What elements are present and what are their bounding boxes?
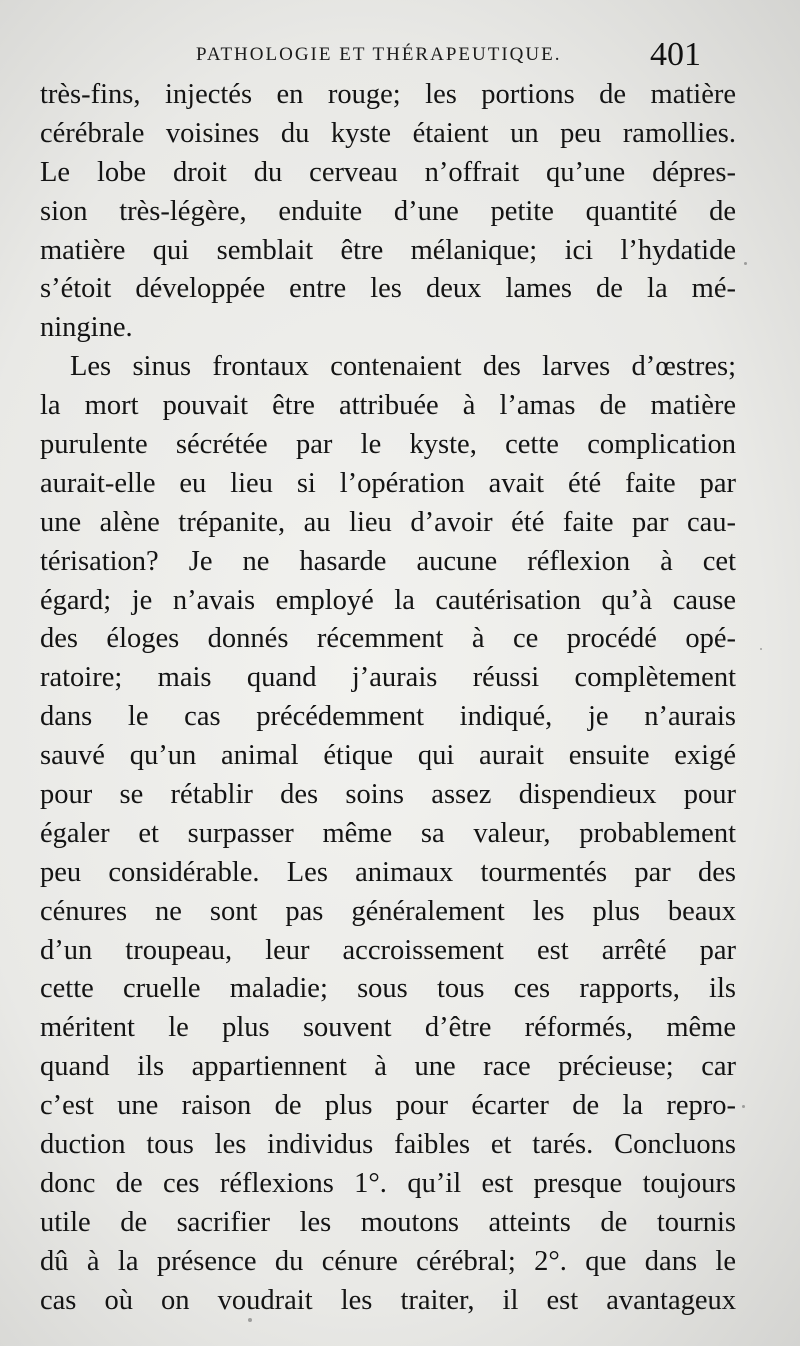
text-line: térisation? Je ne hasarde aucune réflexion à cet <box>40 545 736 577</box>
text-line: dans le cas précédemment indiqué, je n’aurais <box>40 701 736 733</box>
text-line: pour se rétablir des soins assez dispendieux pour <box>40 779 736 811</box>
text-line: ratoire; mais quand j’aurais réussi complètement <box>40 662 736 694</box>
text-line: sauvé qu’un animal étique qui aurait ensuite exigé <box>40 740 736 772</box>
text-line: purulente sécrétée par le kyste, cette complication <box>40 429 736 461</box>
text-line: aurait-elle eu lieu si l’opération avait été faite par <box>40 467 736 499</box>
text-line: très-fins, injectés en rouge; les portions de matière <box>40 79 736 110</box>
text-line: duction tous les individus faibles et tarés. Concluons <box>40 1129 736 1161</box>
paper-speck <box>760 648 762 650</box>
text-line: des éloges donnés récemment à ce procédé opé- <box>40 623 736 655</box>
text-line: dû à la présence du cénure cérébral; 2°. que dans le <box>40 1245 736 1277</box>
page-number: 401 <box>650 36 701 73</box>
text-line: cénures ne sont pas généralement les plus beaux <box>40 895 736 927</box>
text-line: d’un troupeau, leur accroissement est arrêté par <box>40 934 736 966</box>
text-line: Le lobe droit du cerveau n’offrait qu’une dépres- <box>40 156 736 188</box>
text-line: sion très-légère, enduite d’une petite quantité de <box>40 195 736 227</box>
text-line: cas où on voudrait les traiter, il est avantageux <box>40 1284 736 1316</box>
paper-speck <box>248 1318 252 1322</box>
text-line: c’est une raison de plus pour écarter de la repro- <box>40 1090 736 1122</box>
text-line: une alène trépanite, au lieu d’avoir été faite par cau- <box>40 506 736 538</box>
text-line: peu considérable. Les animaux tourmentés par des <box>40 856 736 888</box>
text-line: s’étoit développée entre les deux lames de la mé- <box>40 273 736 305</box>
text-line: cérébrale voisines du kyste étaient un peu ramollies. <box>40 117 736 149</box>
text-line: donc de ces réflexions 1°. qu’il est presque toujours <box>40 1167 736 1199</box>
text-line: égard; je n’avais employé la cautérisation qu’à cause <box>40 584 736 616</box>
paper-speck <box>742 1105 745 1108</box>
text-line: égaler et surpasser même sa valeur, probablement <box>40 817 736 849</box>
text-line: matière qui semblait être mélanique; ici l’hydatide <box>40 234 736 266</box>
text-line: méritent le plus souvent d’être réformés, même <box>40 1012 736 1044</box>
paper-speck <box>744 262 747 265</box>
running-title: PATHOLOGIE ET THÉRAPEUTIQUE. <box>196 44 562 65</box>
text-line: utile de sacrifier les moutons atteints de tournis <box>40 1206 736 1238</box>
text-line: ningine. <box>40 312 133 344</box>
text-line: quand ils appartiennent à une race précieuse; car <box>40 1051 736 1083</box>
text-line: cette cruelle maladie; sous tous ces rapports, ils <box>40 973 736 1005</box>
body-text <box>40 76 736 1321</box>
paragraph-start-line: Les sinus frontaux contenaient des larves d’œstres; <box>70 351 736 383</box>
text-line: la mort pouvait être attribuée à l’amas de matière <box>40 390 736 422</box>
